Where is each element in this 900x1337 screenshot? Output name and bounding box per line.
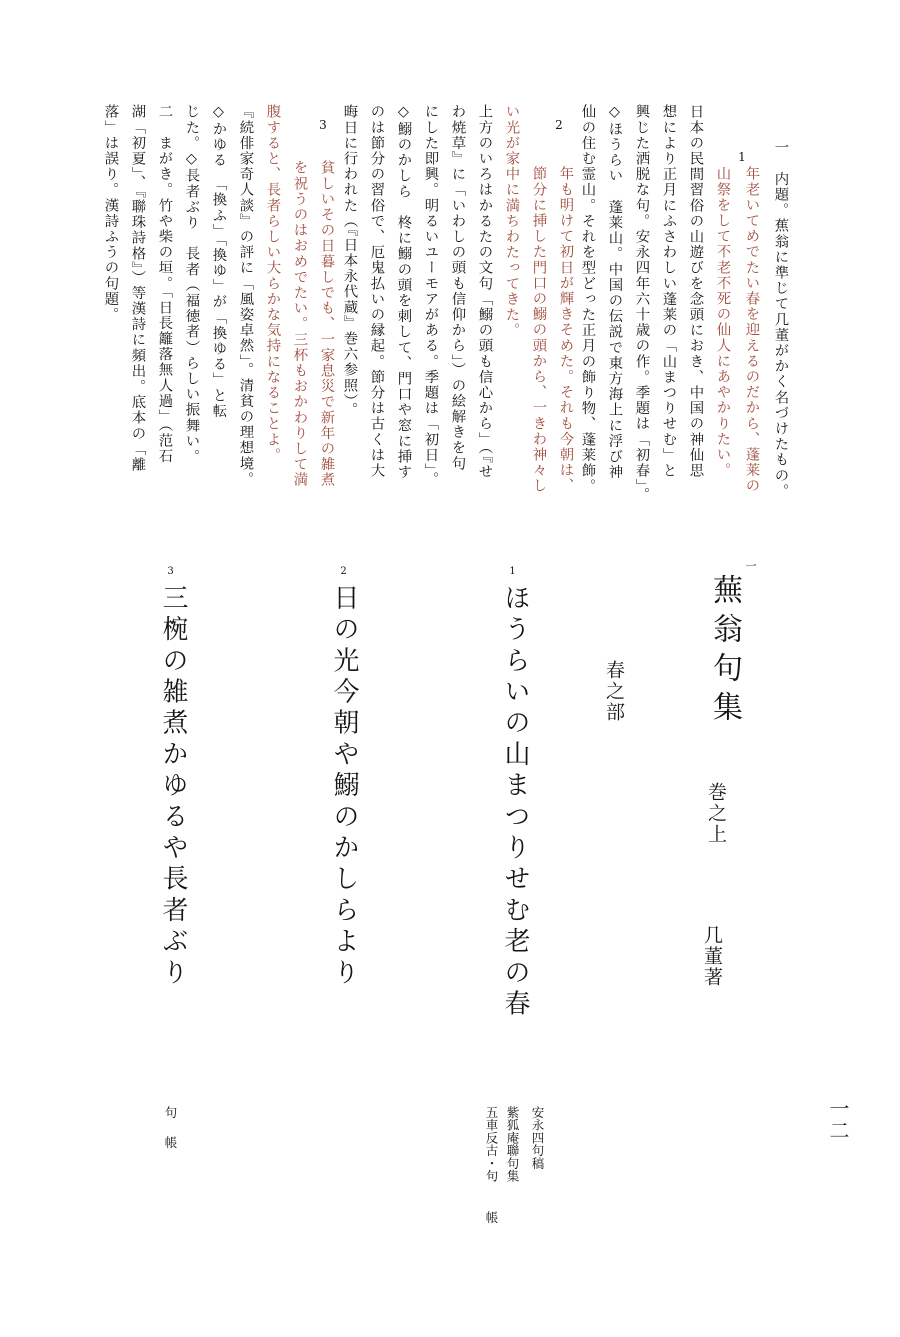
haiku-source-tail: 帳 bbox=[484, 1211, 499, 1224]
note-number: 2 bbox=[552, 118, 566, 134]
note-column: 一 内題。蕉翁に準じて几董がかく名づけたもの。 bbox=[772, 140, 789, 499]
note-column: 日本の民間習俗の山遊びを念頭におき、中国の神仙思 bbox=[687, 104, 704, 479]
note-column: にした即興。明るいユーモアがある。季題は「初日」。 bbox=[422, 104, 439, 487]
note-column: 『続俳家奇人談』の評に「風姿卓然」。清貧の理想境。 bbox=[237, 104, 254, 487]
note-column: 節分に挿した門口の鰯の頭から、一きわ神々し bbox=[530, 166, 547, 494]
book-title: 蕪翁句集 bbox=[707, 574, 742, 730]
note-column: のは節分の習俗で、厄鬼払いの縁起。節分は古くは大 bbox=[368, 104, 385, 479]
note-column: じた。◇長者ぶり 長者（福徳者）らしい振舞い。 bbox=[183, 104, 200, 465]
note-column: 二 まがき。竹や柴の垣。「日長籬落無人過」（范石 bbox=[156, 104, 173, 464]
haiku-number: 1 bbox=[507, 566, 518, 577]
haiku-source: 句 bbox=[163, 1106, 178, 1119]
note-column: 年も明けて初日が輝きそめた。それも今朝は、 bbox=[557, 166, 574, 494]
haiku-source: 安永四句稿 bbox=[530, 1106, 545, 1170]
haiku-number: 3 bbox=[165, 566, 176, 577]
note-column: ◇ほうらい 蓬莱山。中国の伝説で東方海上に浮び神 bbox=[606, 104, 623, 480]
note-column: を祝うのはおめでたい。三杯もおかわりして満 bbox=[291, 160, 308, 488]
note-column: 貧しいその日暮しでも、一家息災で新年の雑煮 bbox=[318, 160, 335, 488]
page-number: 一二 bbox=[826, 1098, 850, 1142]
haiku-source: 五車反古・句 bbox=[484, 1106, 499, 1183]
haiku-number: 2 bbox=[338, 566, 349, 577]
haiku-source-tail: 帳 bbox=[163, 1136, 178, 1149]
note-column: わ焼草』に「いわしの頭も信仰から」）の絵解きを句 bbox=[449, 104, 466, 472]
note-column: 山祭をして不老不死の仙人にあやかりたい。 bbox=[714, 166, 731, 478]
haiku-text: ほうらいの山まつりせむ老の春 bbox=[500, 584, 530, 1021]
volume-label: 巻之上 bbox=[705, 782, 727, 845]
note-column: 晦日に行われた（『日本永代蔵』巻六参照）。 bbox=[341, 104, 358, 418]
note-column: 上方のいろはかるたの文句「鰯の頭も信心から」（『せ bbox=[476, 104, 493, 480]
note-column: 腹すると、長者らしい大らかな気持になることよ。 bbox=[264, 104, 281, 463]
note-number: 3 bbox=[316, 118, 330, 134]
note-column: 想により正月にふさわしい蓬莱の「山まつりせむ」と bbox=[660, 104, 677, 479]
haiku-text: 日の光今朝や鰯のかしらより bbox=[329, 584, 359, 990]
note-column: 年老いてめでたい春を迎えるのだから、蓬莱の bbox=[743, 166, 760, 494]
title-note-mark: 一 bbox=[744, 560, 757, 571]
author-label: 几董著 bbox=[701, 925, 723, 988]
note-column: い光が家中に満ちわたってきた。 bbox=[503, 104, 520, 338]
haiku-text: 三椀の雑煮かゆるや長者ぶり bbox=[158, 584, 188, 990]
note-column: ◇かゆる 「換ふ」「換ゆ」が「換ゆる」と転 bbox=[210, 104, 227, 419]
haiku-source: 紫狐庵聯句集 bbox=[505, 1106, 520, 1183]
note-number: 1 bbox=[735, 150, 749, 166]
section-label: 春之部 bbox=[603, 660, 625, 723]
note-column: 湖「初夏」、『聯珠詩格』）等漢詩に頻出。底本の「離 bbox=[129, 104, 146, 473]
note-column: 落」は誤り。漢詩ふうの句題。 bbox=[102, 104, 119, 323]
note-column: ◇鰯のかしら 柊に鰯の頭を刺して、門口や窓に挿す bbox=[395, 104, 412, 480]
note-column: 興じた洒脱な句。安永四年六十歳の作。季題は「初春」。 bbox=[633, 104, 650, 503]
note-column: 仙の住む霊山。それを型どった正月の飾り物、蓬莱飾。 bbox=[579, 104, 596, 494]
